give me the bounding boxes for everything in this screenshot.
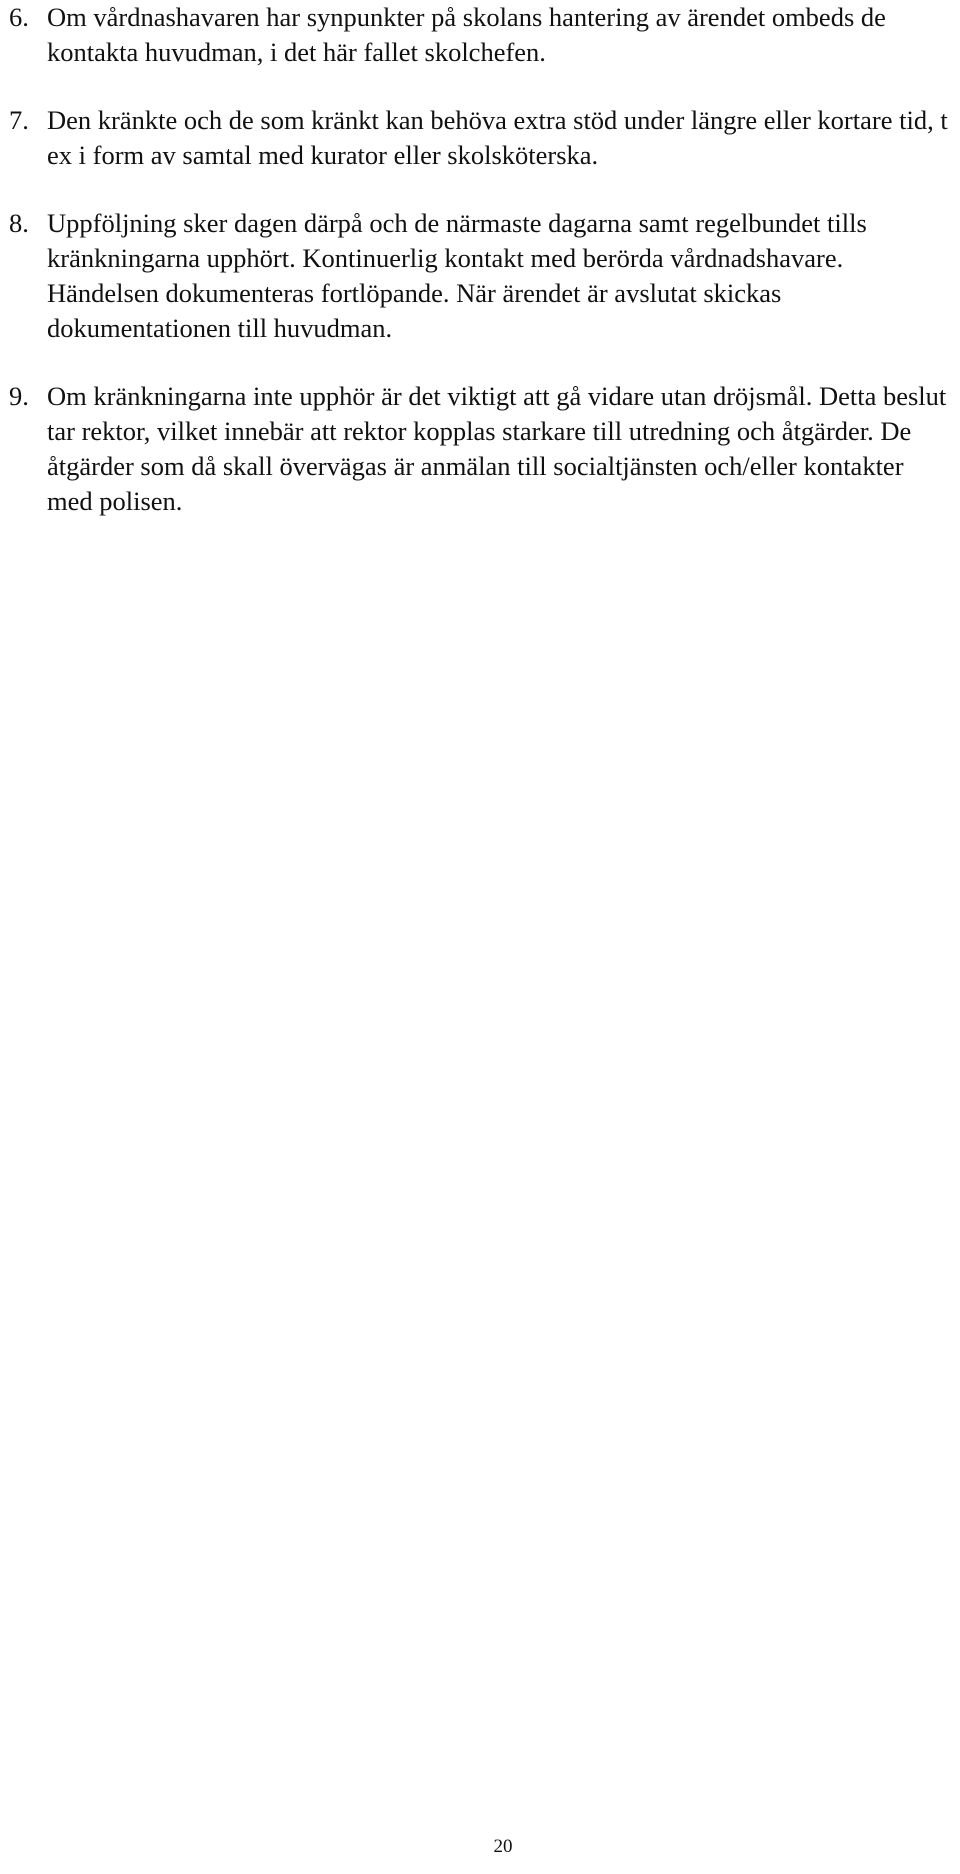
list-item-number: 6.	[9, 2, 29, 32]
list-item-text: Om kränkningarna inte upphör är det viktigt att gå vidare utan dröjsmål. Detta beslut tar rektor, vilket innebär att rektor kopplas starkare till utredning och åtgärder. De åtgärder som då skall övervägas är anmälan till socialtjänsten och/eller kontakter med polisen.	[47, 381, 947, 516]
list-item-text: Uppföljning sker dagen därpå och de närmaste dagarna samt regelbundet tills kränkningarna upphört. Kontinuerlig kontakt med berörda vårdnadshavare. Händelsen dokumenteras fortlöpande. När ärendet är avslutat skickas dokumentationen till huvudman.	[47, 208, 867, 343]
list-item-text: Den kränkte och de som kränkt kan behöva extra stöd under längre eller kortare tid, t ex i form av samtal med kurator eller skolsköterska.	[47, 105, 948, 170]
list-item	[9, 103, 954, 173]
page-number: 20	[493, 1836, 513, 1857]
list-item-number: 9.	[9, 381, 29, 411]
list-item-number: 7.	[9, 105, 29, 135]
list-item-text: Om vårdnashavaren har synpunkter på skolans hantering av ärendet ombeds de kontakta huvudman, i det här fallet skolchefen.	[47, 2, 886, 67]
list-item	[9, 206, 954, 346]
list-item	[9, 379, 954, 519]
list-item-number: 8.	[9, 208, 29, 238]
list-item	[9, 0, 954, 70]
numbered-list	[9, 0, 954, 552]
